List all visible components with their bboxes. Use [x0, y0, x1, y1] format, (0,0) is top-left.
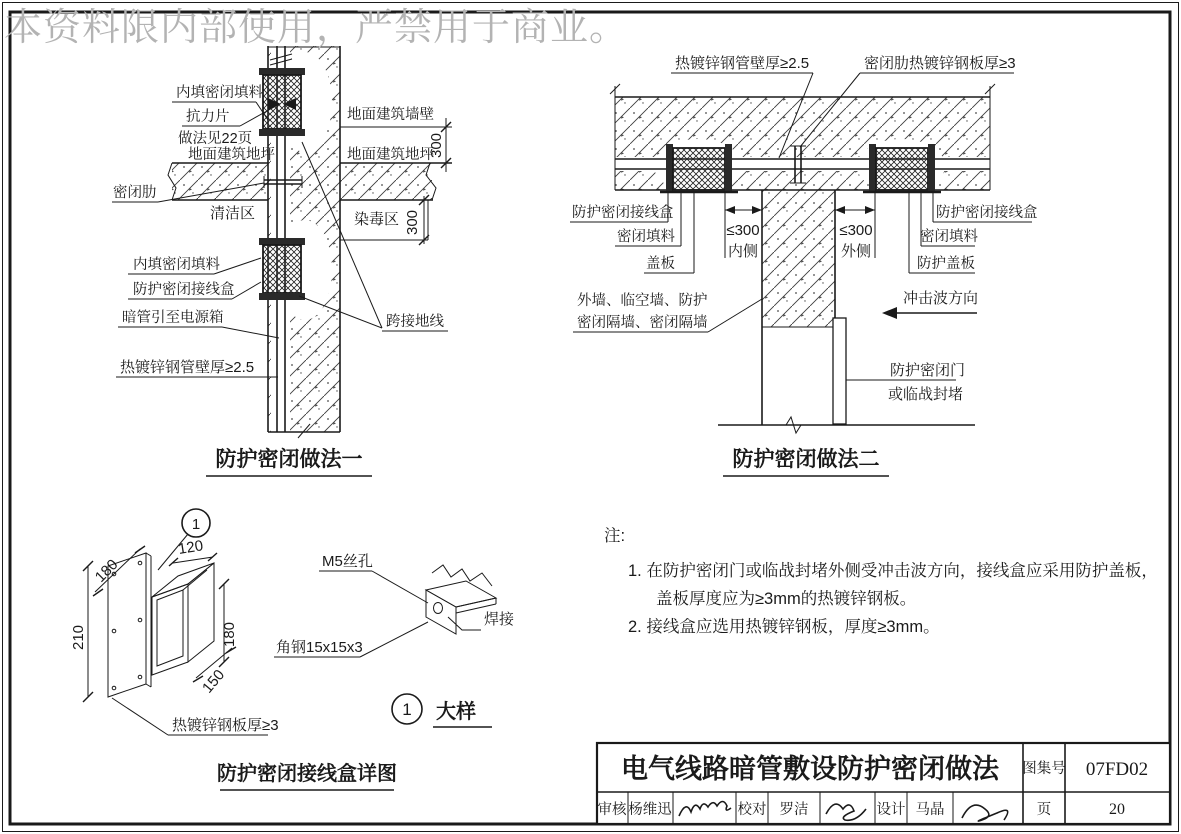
atlas-number-label: 图集号: [1022, 761, 1066, 777]
diagram2-title: 防护密闭做法二: [732, 448, 880, 471]
label-inner-filler-top: 内填密闭填料: [176, 85, 263, 101]
notes-heading: 注:: [604, 527, 626, 545]
floor-left-hatch: [172, 163, 268, 200]
proofer-name: 罗洁: [779, 802, 809, 818]
dim-le300-outer: ≤300: [839, 222, 873, 239]
label-cover-plate: 盖板: [646, 256, 675, 272]
dim-le300-inner: ≤300: [726, 222, 760, 239]
reviewer-name: 杨维迅: [628, 802, 672, 818]
design-label: 设计: [876, 802, 906, 818]
junction-box-lower: [259, 238, 305, 300]
page-label: 页: [1036, 802, 1052, 818]
review-label: 审核: [597, 802, 627, 818]
page-number: 20: [1109, 801, 1125, 818]
detail-ref-number: 1: [191, 516, 201, 533]
detail-dimensions: [70, 537, 238, 702]
sheet-title: 电气线路暗管敷设防护密闭做法: [621, 754, 999, 784]
label-protective-cover: 防护盖板: [917, 256, 975, 272]
label-walls-line2: 密闭隔墙、密闭隔墙: [577, 315, 708, 331]
junction-box-right: [863, 144, 941, 192]
label-plate-thickness: 热镀锌钢板厚≥3: [172, 717, 279, 734]
dimension-300-lower: [404, 195, 429, 245]
ref-label-daiyang: 大样: [436, 701, 476, 723]
dimension-le300-outer: [835, 192, 875, 260]
label-floor-right: 地面建筑地坪: [347, 147, 434, 163]
wall-below-hatch: [762, 190, 835, 327]
note-1-line1: 1. 在防护密闭门或临战封堵外侧受冲击波方向，接线盒应采用防护盖板，: [628, 562, 1158, 580]
label-floor-left: 地面建筑地坪: [188, 147, 275, 163]
detail-title: 防护密闭接线盒详图: [217, 763, 397, 785]
dim-150: 150: [199, 666, 229, 697]
note-1-line2: 盖板厚度应为≥3mm的热镀锌钢板。: [656, 590, 917, 608]
diagram-method-one: [112, 46, 452, 476]
label-filler-right: 密闭填料: [920, 229, 978, 245]
label-filler-left: 密闭填料: [617, 229, 675, 245]
label-weld: 焊接: [484, 611, 515, 628]
shock-wave-arrow: [882, 307, 977, 319]
ref-number-1: 1: [402, 700, 412, 719]
dim-300-lower: 300: [404, 209, 421, 235]
label-contaminated-zone: 染毒区: [354, 211, 400, 228]
notes: [604, 526, 1158, 636]
dim-180-box: 180: [221, 621, 238, 647]
atlas-number-value: 07FD02: [1085, 759, 1149, 780]
diagram-method-two: [570, 54, 1038, 476]
m5-hole: [434, 603, 443, 614]
label-walls-line1: 外墙、临空墙、防护: [577, 293, 708, 309]
label-shock-direction: 冲击波方向: [903, 290, 979, 307]
weld-detail: [274, 552, 514, 727]
sheet-frame: [3, 3, 1179, 832]
label-jumper-ground: 跨接地线: [386, 314, 444, 330]
label-inner-side: 内侧: [727, 243, 759, 260]
label-junction-box-left: 防护密闭接线盒: [572, 205, 674, 221]
dim-210: 210: [70, 624, 87, 650]
label-outer-side: 外侧: [840, 243, 872, 260]
label-junction-box-right: 防护密闭接线盒: [936, 205, 1038, 221]
watermark: 本资料限内部使用，严禁用于商业。: [4, 7, 629, 49]
title-block: [597, 743, 1170, 824]
label-door-line1: 防护密闭门: [890, 362, 966, 379]
label-resistance-plate: 抗力片: [186, 109, 230, 125]
label-rib-plate-thickness: 密闭肋热镀锌钢板厚≥3: [864, 55, 1016, 72]
dim-180-plate: 180: [91, 556, 122, 586]
dim-120: 120: [176, 537, 205, 558]
label-m5-hole: M5丝孔: [322, 553, 373, 570]
note-2: 2. 接线盒应选用热镀锌钢板，厚度≥3mm。: [628, 618, 940, 636]
protective-door: [833, 318, 846, 424]
label-ground-wall: 地面建筑墙壁: [347, 107, 434, 123]
label-junction-box: 防护密闭接线盒: [133, 282, 235, 298]
label-method-ref: 做法见22页: [178, 131, 253, 147]
label-door-line2: 或临战封堵: [888, 386, 964, 403]
diagram1-title: 防护密闭做法一: [215, 448, 363, 471]
label-angle-steel: 角钢15x15x3: [276, 639, 363, 656]
box-body-iso: [152, 563, 214, 675]
dimension-le300-inner: [725, 192, 762, 260]
floor-right-hatch: [340, 163, 432, 200]
label-pipe-thickness-2: 热镀锌钢管壁厚≥2.5: [675, 55, 810, 72]
dim-300-upper: 300: [428, 132, 445, 158]
junction-box-upper: [259, 68, 305, 136]
junction-box-left: [660, 144, 738, 192]
proof-label: 校对: [737, 802, 767, 818]
label-conduit-to-power: 暗管引至电源箱: [122, 310, 224, 326]
label-clean-zone: 清洁区: [210, 205, 256, 222]
label-inner-filler-bottom: 内填密闭填料: [133, 257, 220, 273]
designer-name: 马晶: [915, 802, 945, 818]
label-sealing-rib: 密闭肋: [113, 185, 157, 201]
label-pipe-thickness: 热镀锌钢管壁厚≥2.5: [120, 359, 255, 376]
